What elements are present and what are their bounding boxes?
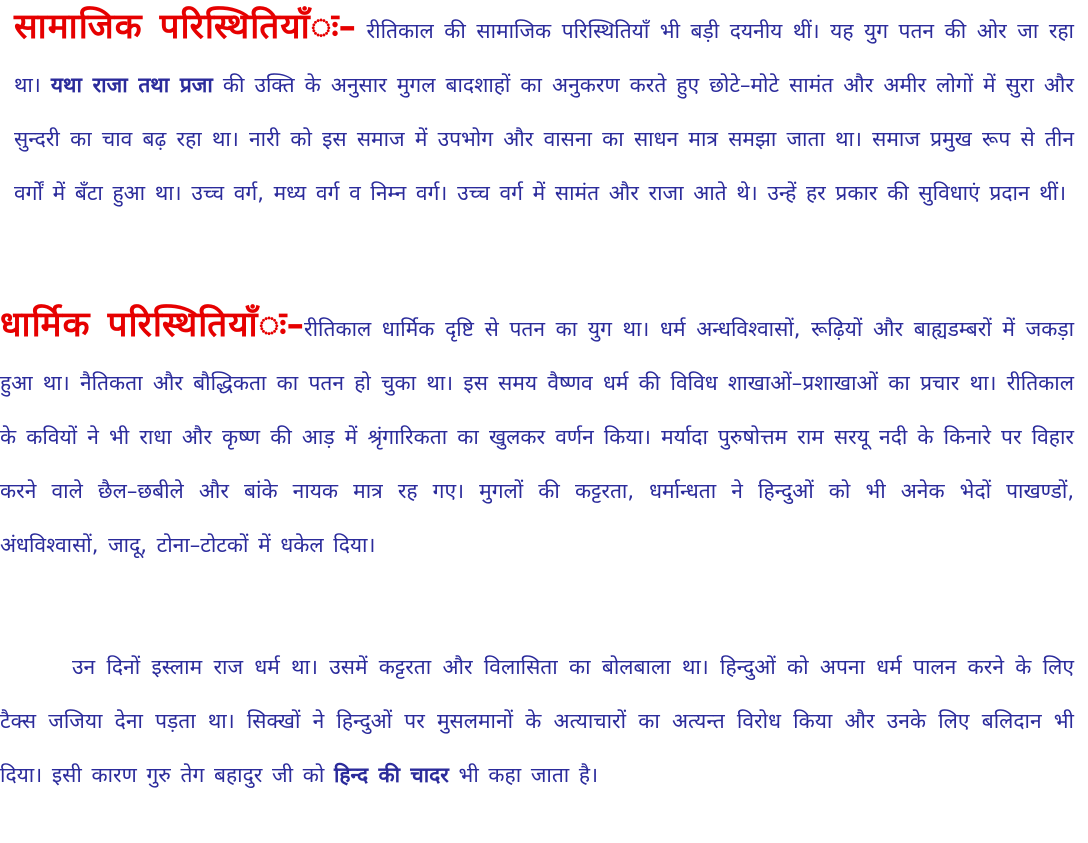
islam-text-part-1: उन दिनों इस्लाम राज धर्म था। उसमें कट्टरता और विलासिता का बोलबाला था। हिन्दुओं को अपना धर्म पालन करने के लिए टैक्स जजिया देना पड़ता था। सिक्खों ने हिन्दुओं पर मुसलमानों के अत्याचारों का अत्यन्त विरोध किया और उनके लिए बलिदान भी दिया। इसी कारण गुरु तेग बहादुर जी को <box>0 655 1074 787</box>
religious-text: रीतिकाल धार्मिक दृष्टि से पतन का युग था। धर्म अन्धविश्वासों, रूढ़ियों और बाह्यडम्बरों में जकड़ा हुआ था। नैतिकता और बौद्धिकता का पतन हो चुका था। इस समय वैष्णव धर्म की विविध शाखाओं–प्रशाखाओं का प्रचार था। रीतिकाल के कवियों ने भी राधा और कृष्ण की आड़ में श्रृंगारिकता का खुलकर वर्णन किया। मर्यादा पुरुषोत्तम राम सरयू नदी के किनारे पर विहार करने वाले छैल–छबीले और बांके नायक मात्र रह गए। मुगलों की कट्टरता, धर्मान्धता ने हिन्दुओं को भी अनेक भेदों पाखण्डों, अंधविश्वासों, जादू, टोना–टोटकों में धकेल दिया। <box>0 317 1075 557</box>
islam-bold-phrase: हिन्द की चादर <box>333 763 449 787</box>
social-text-part-2: की उक्ति के अनुसार मुगल बादशाहों का अनुकरण करते हुए छोटे–मोटे सामंत और अमीर लोगों में सुरा और सुन्दरी का चाव बढ़ रहा था। नारी को इस समाज में उपभोग और वासना का साधन मात्र समझा जाता था। समाज प्रमुख रूप से तीन वर्गों में बँटा हुआ था। उच्च वर्ग, मध्य वर्ग व निम्न वर्ग। उच्च वर्ग में सामंत और राजा आते थे। उन्हें हर प्रकार की सुविधाएं प्रदान थीं। <box>14 73 1074 205</box>
social-heading-suffix: ः– <box>310 7 357 47</box>
islam-paragraph <box>0 640 1074 802</box>
social-conditions-paragraph <box>14 0 1074 220</box>
social-text-part-1: रीतिकाल की सामाजिक परिस्थितियाँ भी बड़ी दयनीय थीं। यह युग पतन की ओर जा रहा था। <box>14 19 1074 97</box>
religious-heading-suffix: ः– <box>258 305 305 345</box>
religious-conditions-heading: धार्मिक परिस्थितियाँ <box>0 305 259 345</box>
religious-conditions-paragraph <box>0 298 1074 572</box>
islam-text-part-2: भी कहा जाता है। <box>448 763 599 787</box>
social-bold-phrase: यथा राजा तथा प्रजा <box>50 73 213 97</box>
social-conditions-heading: सामाजिक परिस्थितियाँ <box>14 7 311 47</box>
